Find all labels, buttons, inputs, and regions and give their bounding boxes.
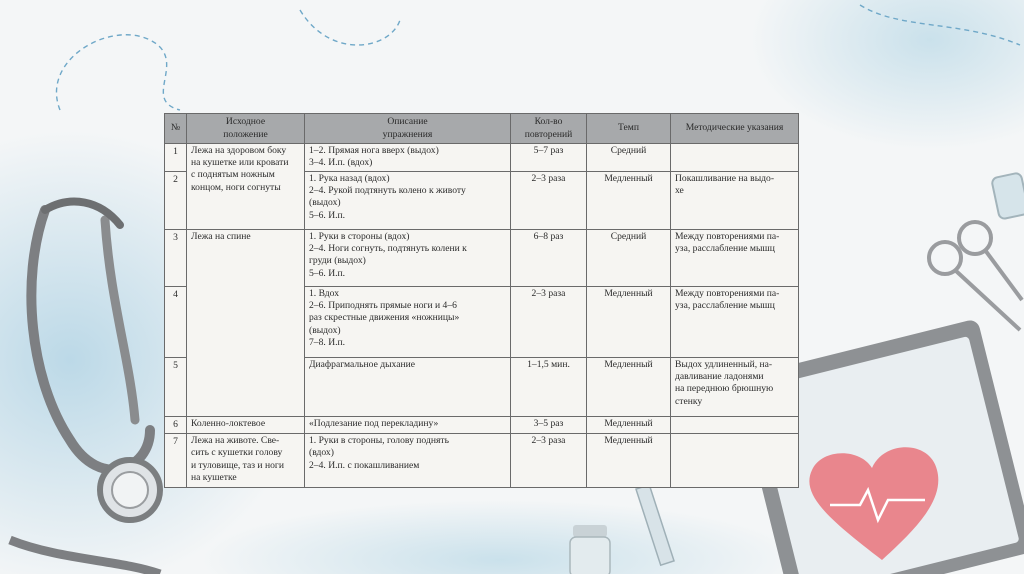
tempo-cell: Медленный: [587, 434, 671, 488]
header-count: Кол-во повторений: [511, 114, 587, 144]
description-cell: Диафрагмальное дыхание: [305, 358, 511, 417]
header-tempo: Темп: [587, 114, 671, 144]
notes-cell: Выдох удлиненный, на- давливание ладонями на переднюю брюшную стенку: [671, 358, 799, 417]
notes-cell: [671, 434, 799, 488]
header-description: Описание упражнения: [305, 114, 511, 144]
description-cell: 1. Вдох 2–6. Приподнять прямые ноги и 4–6 раз скрестные движения «ножницы» (выдох) 7–8. И.п.: [305, 287, 511, 358]
vial-icon-right: [991, 172, 1024, 219]
tempo-cell: Средний: [587, 230, 671, 287]
count-cell: 2–3 раза: [511, 434, 587, 488]
row-number: 7: [165, 434, 187, 488]
table-row: [165, 434, 799, 488]
scissors-icon: [929, 222, 1022, 330]
table-row: [165, 230, 799, 287]
dashed-curve-top: [300, 10, 400, 45]
row-number: 2: [165, 172, 187, 230]
notes-cell: [671, 144, 799, 172]
count-cell: 6–8 раз: [511, 230, 587, 287]
notes-cell: Покашливание на выдо- хе: [671, 172, 799, 230]
count-cell: 2–3 раза: [511, 287, 587, 358]
description-cell: 1. Руки в стороны, голову поднять (вдох) 2–4. И.п. с покашливанием: [305, 434, 511, 488]
count-cell: 1–1,5 мин.: [511, 358, 587, 417]
description-cell: 1–2. Прямая нога вверх (выдох) 3–4. И.п. (вдох): [305, 144, 511, 172]
tempo-cell: Средний: [587, 144, 671, 172]
tempo-cell: Медленный: [587, 172, 671, 230]
row-number: 5: [165, 358, 187, 417]
watercolor-wash-bottom: [200, 500, 800, 574]
header-notes: Методические указания: [671, 114, 799, 144]
exercise-table: [164, 113, 799, 488]
position-cell: Лежа на животе. Све- сить с кушетки голову и туловище, таз и ноги на кушетке: [187, 434, 305, 488]
dashed-curve-top-left: [56, 35, 180, 110]
position-cell: Лежа на здоровом боку на кушетке или кровати с поднятым ножным концом, ноги согнуты: [187, 144, 305, 230]
count-cell: 2–3 раза: [511, 172, 587, 230]
header-position: Исходное положение: [187, 114, 305, 144]
count-cell: 5–7 раз: [511, 144, 587, 172]
notes-cell: [671, 417, 799, 434]
row-number: 3: [165, 230, 187, 287]
tempo-cell: Медленный: [587, 287, 671, 358]
tempo-cell: Медленный: [587, 358, 671, 417]
table-row: [165, 144, 799, 172]
vial-icon-bottom: [570, 525, 610, 574]
header-number: №: [165, 114, 187, 144]
position-cell: Коленно-локтевое: [187, 417, 305, 434]
exercise-table-document: [164, 113, 798, 487]
table-row: [165, 417, 799, 434]
description-cell: 1. Рука назад (вдох) 2–4. Рукой подтянуть колено к животу (выдох) 5–6. И.п.: [305, 172, 511, 230]
description-cell: «Подлезание под перекладину»: [305, 417, 511, 434]
table-header-row: [165, 114, 799, 144]
row-number: 4: [165, 287, 187, 358]
row-number: 1: [165, 144, 187, 172]
notes-cell: Между повторениями па- уза, расслабление мышц: [671, 230, 799, 287]
row-number: 6: [165, 417, 187, 434]
description-cell: 1. Руки в стороны (вдох) 2–4. Ноги согнуть, подтянуть колени к груди (выдох) 5–6. И.п.: [305, 230, 511, 287]
tempo-cell: Медленный: [587, 417, 671, 434]
notes-cell: Между повторениями па- уза, расслабление мышц: [671, 287, 799, 358]
position-cell: Лежа на спине: [187, 230, 305, 417]
count-cell: 3–5 раз: [511, 417, 587, 434]
